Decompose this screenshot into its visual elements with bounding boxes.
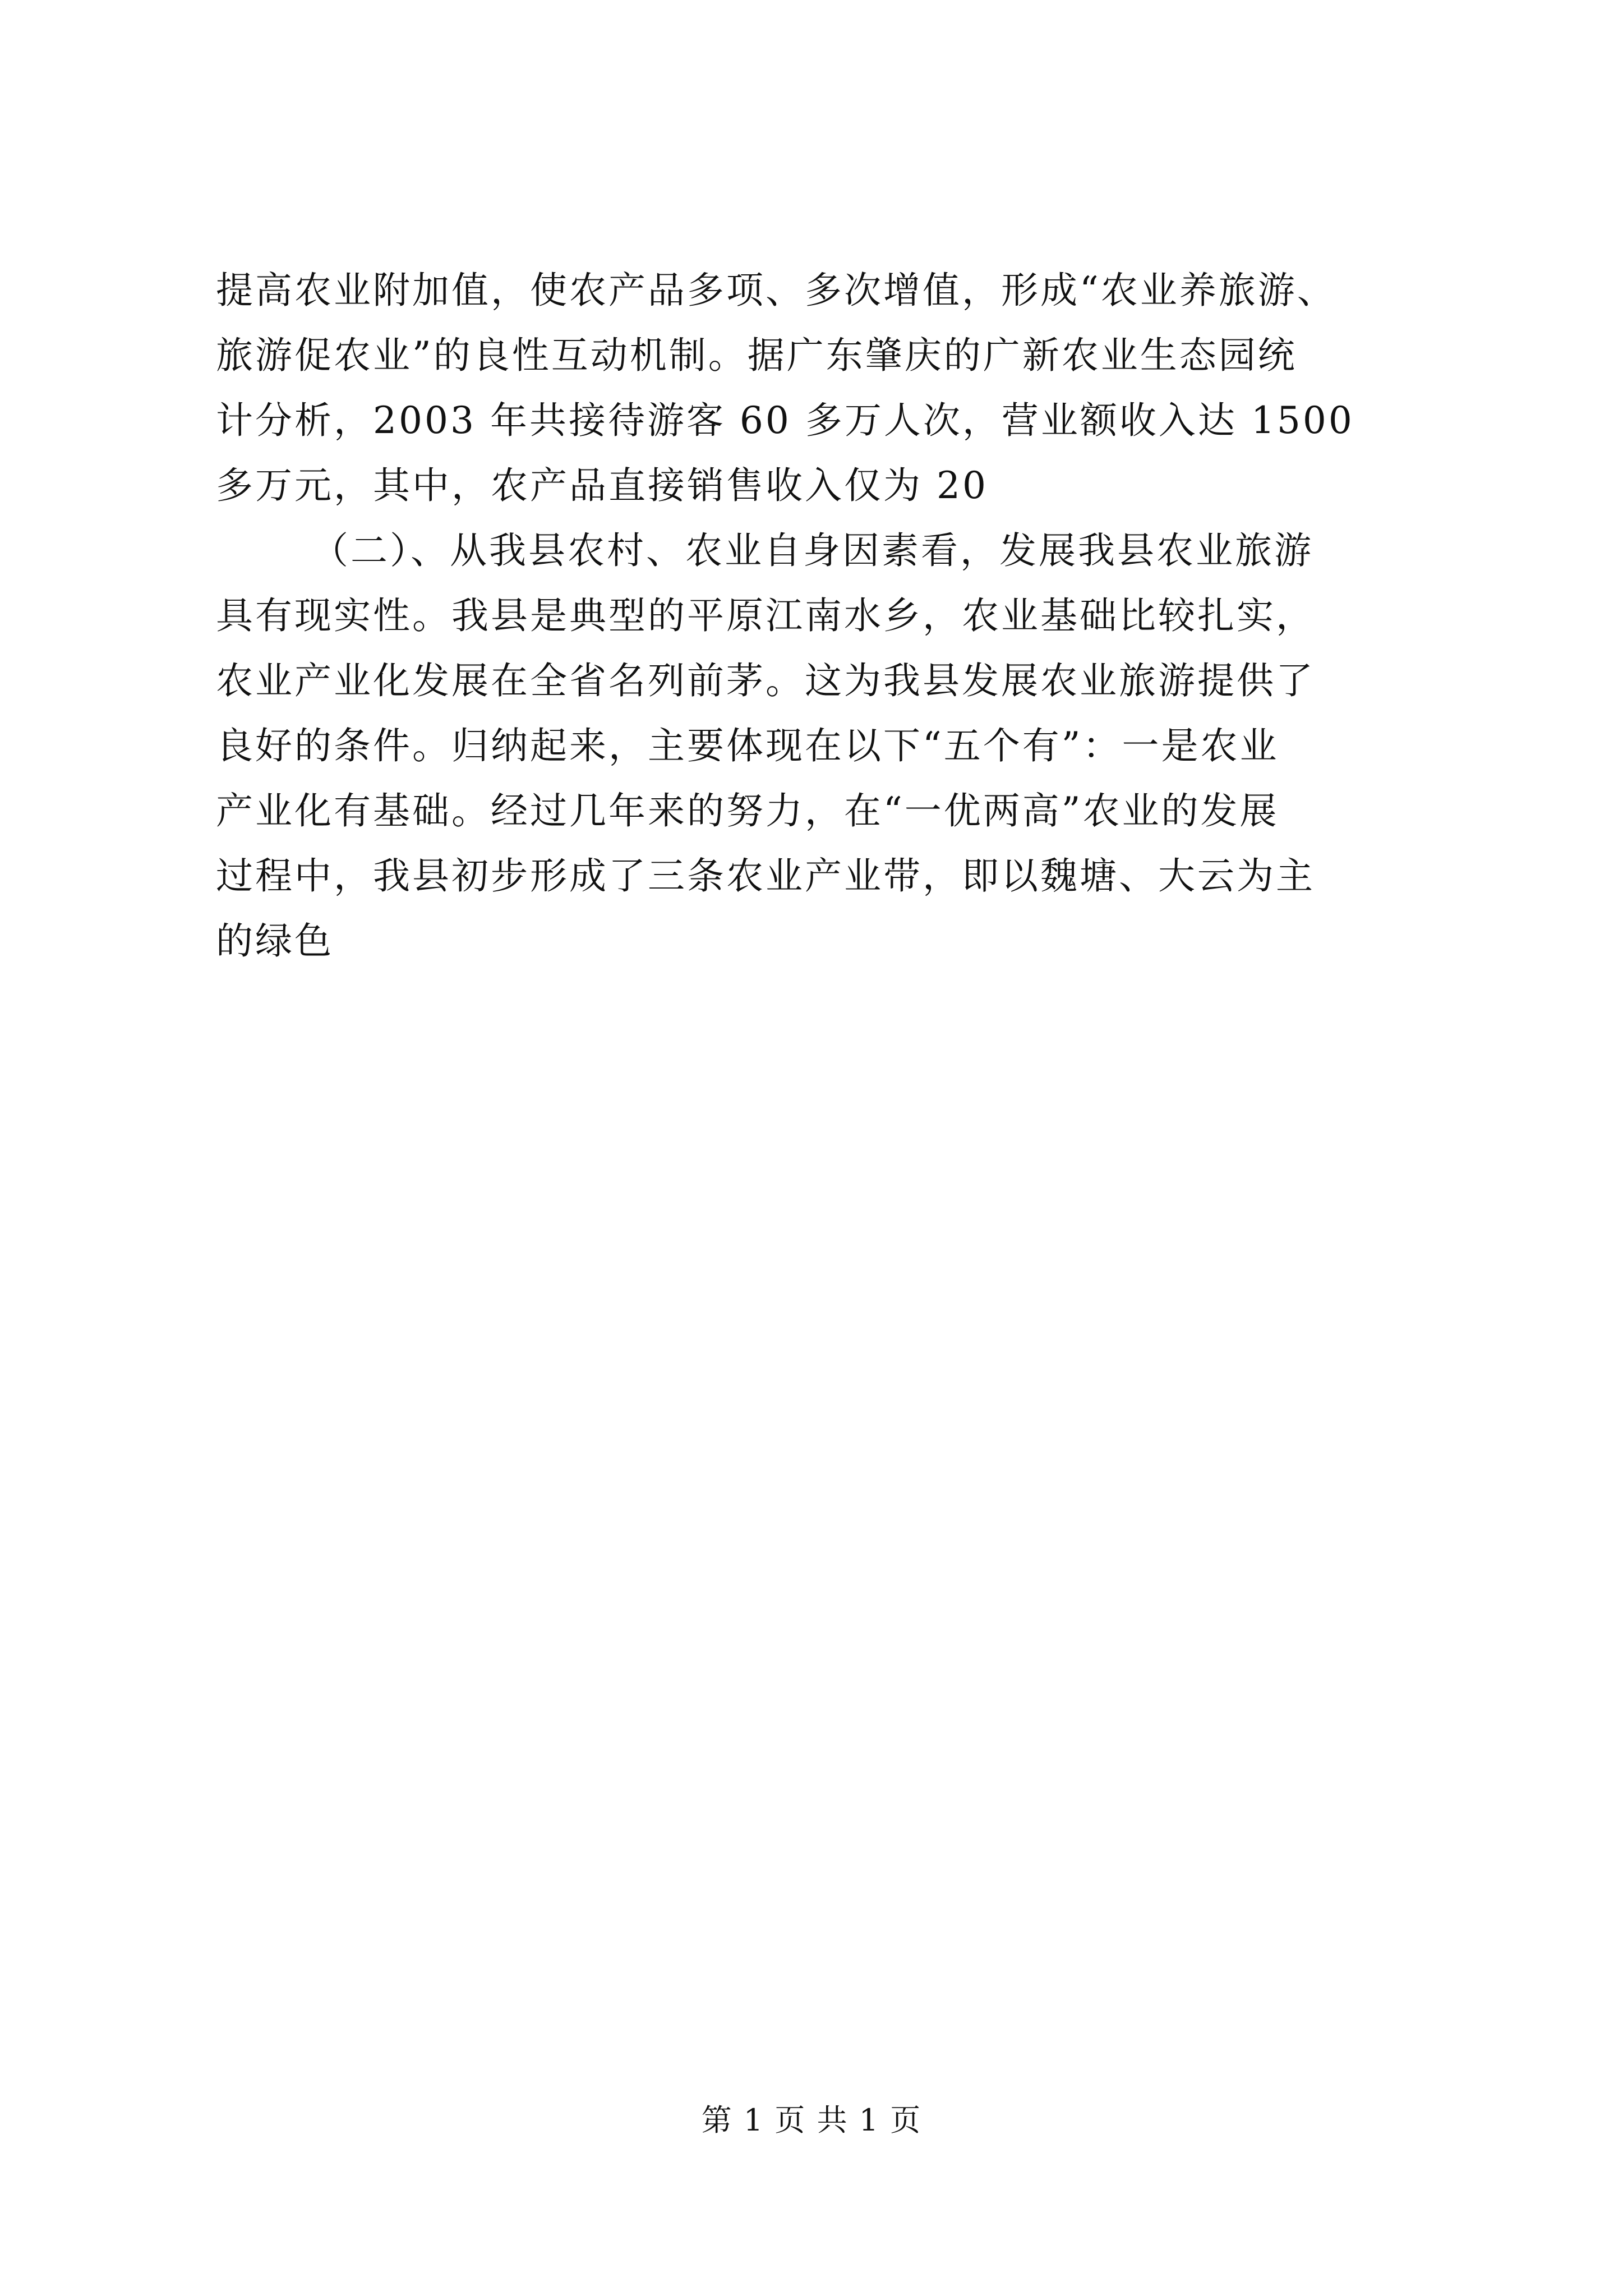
text-line: 过程中，我县初步形成了三条农业产业带，即以魏塘、大云为主 — [216, 854, 1315, 898]
page-number: 第 1 页 共 1 页 — [701, 2102, 922, 2138]
text-line: 多万元，其中，农产品直接销售收入仅为 20 — [216, 464, 988, 507]
paragraph — [216, 258, 1416, 518]
text-line: 计分析，2003 年共接待游客 60 多万人次，营业额收入达 1500 — [216, 399, 1354, 442]
document-body — [216, 258, 1416, 974]
text-line: 产业化有基础。经过几年来的努力，在“一优两高”农业的发展 — [216, 789, 1279, 832]
text-line: 良好的条件。归纳起来，主要体现在以下“五个有”：一是农业 — [216, 724, 1279, 767]
text-line: 农业产业化发展在全省名列前茅。这为我县发展农业旅游提供了 — [216, 659, 1315, 702]
text-line: 具有现实性。我县是典型的平原江南水乡，农业基础比较扎实， — [216, 594, 1315, 637]
text-line: （二）、从我县农村、农业自身因素看，发展我县农业旅游 — [311, 529, 1313, 572]
page-footer — [0, 2098, 1623, 2143]
text-line: 旅游促农业”的良性互动机制。据广东肇庆的广新农业生态园统 — [216, 334, 1297, 377]
paragraph — [216, 518, 1416, 974]
text-line: 提高农业附加值，使农产品多项、多次增值，形成“农业养旅游、 — [216, 269, 1336, 312]
text-line: 的绿色 — [216, 919, 334, 963]
